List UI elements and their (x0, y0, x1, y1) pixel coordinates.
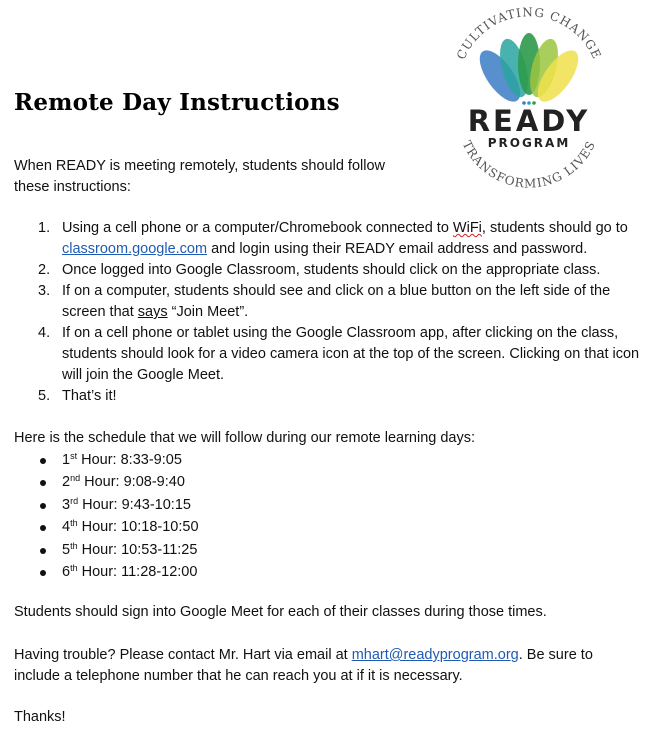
step-text-part: If on a computer, students should see and click on a blue button on the left side of the screen that (62, 283, 611, 320)
hour-ordinal: 6 (62, 563, 71, 580)
bullet-icon (40, 570, 46, 576)
step-text-part: Using a cell phone or a computer/Chromebook connected to (62, 220, 453, 236)
hour-time: Hour: 8:33-9:05 (77, 452, 182, 468)
step-number: 3. (38, 283, 51, 299)
schedule-item (14, 495, 199, 517)
trouble-paragraph (14, 645, 639, 687)
intro-paragraph: When READY is meeting remotely, students should follow these instructions: (14, 158, 385, 195)
step-number: 2. (38, 262, 51, 278)
logo-name: READY (467, 104, 591, 138)
hour-ordinal: 1 (62, 452, 71, 468)
ordinal-suffix: th (70, 540, 78, 551)
bullet-icon (40, 503, 46, 509)
bullet-icon (40, 548, 46, 554)
ordinal-suffix: th (70, 562, 78, 573)
ordinal-suffix: st (70, 451, 78, 461)
ordinal-suffix: th (70, 518, 78, 529)
schedule-item (14, 517, 199, 539)
sign-in-paragraph: Students should sign into Google Meet for each of their classes during those times. (14, 604, 547, 620)
step-text: That’s it! (62, 388, 117, 404)
logo-sub: PROGRAM (487, 136, 571, 150)
spellcheck-word-wifi: WiFi (452, 220, 482, 236)
ready-logo-graphic (444, 6, 614, 191)
step-text-part: , students should go to (481, 220, 628, 236)
thanks-paragraph: Thanks! (14, 709, 66, 725)
email-link[interactable]: mhart@readyprogram.org (351, 647, 519, 663)
ready-program-logo (444, 6, 614, 191)
logo-petals (472, 33, 586, 108)
schedule-item (14, 450, 199, 472)
step-item-4 (14, 323, 644, 386)
hour-ordinal: 3 (62, 496, 71, 513)
step-text: If on a cell phone or tablet using the Google Classroom app, after clicking on the class, students should look for a video camera icon at the top of the screen. Clicking on that icon will join the Google Meet. (62, 325, 640, 383)
step-number: 1. (38, 220, 51, 236)
hour-ordinal: 5 (62, 541, 71, 558)
ordinal-suffix: rd (70, 495, 79, 506)
hour-ordinal: 4 (62, 519, 71, 536)
logo-bottom-text: TRANSFORMING LIVES (459, 138, 599, 191)
ordinal-suffix: nd (70, 473, 81, 484)
hour-ordinal: 2 (62, 474, 71, 491)
hour-time: Hour: 9:43-10:15 (78, 496, 191, 513)
hour-time: Hour: 10:18-10:50 (77, 519, 199, 536)
hour-time: Hour: 10:53-11:25 (77, 541, 198, 558)
schedule-list (14, 450, 199, 584)
logo-top-text: CULTIVATING CHANGE (453, 6, 605, 62)
schedule-item (14, 540, 199, 562)
hour-time: Hour: 9:08-9:40 (80, 474, 185, 491)
step-item-3 (14, 281, 644, 323)
bullet-icon (40, 480, 46, 486)
schedule-intro: Here is the schedule that we will follow during our remote learning days: (14, 430, 476, 446)
step-text-part: “Join Meet”. (167, 304, 249, 320)
step-number: 4. (38, 325, 51, 341)
step-item-2 (14, 260, 644, 281)
schedule-item (14, 562, 199, 584)
underlined-word-says: says (137, 304, 168, 320)
bullet-icon (40, 525, 46, 531)
page-title: Remote Day Instructions (14, 89, 340, 116)
bullet-icon (40, 458, 46, 464)
hour-time: Hour: 11:28-12:00 (77, 563, 198, 580)
instruction-steps (14, 218, 644, 407)
step-number: 5. (38, 388, 51, 404)
trouble-text: Having trouble? Please contact Mr. Hart via email at (14, 647, 352, 663)
classroom-link[interactable]: classroom.google.com (62, 241, 208, 257)
step-text-part: and login using their READY email address and password. (207, 241, 588, 257)
schedule-item (14, 472, 199, 494)
step-item-5 (14, 386, 644, 407)
step-text: Once logged into Google Classroom, students should click on the appropriate class. (62, 262, 601, 278)
trouble-text: . Be sure to include a telephone number that he can reach you at if it is necessary. (14, 647, 593, 684)
step-item-1 (14, 218, 644, 260)
